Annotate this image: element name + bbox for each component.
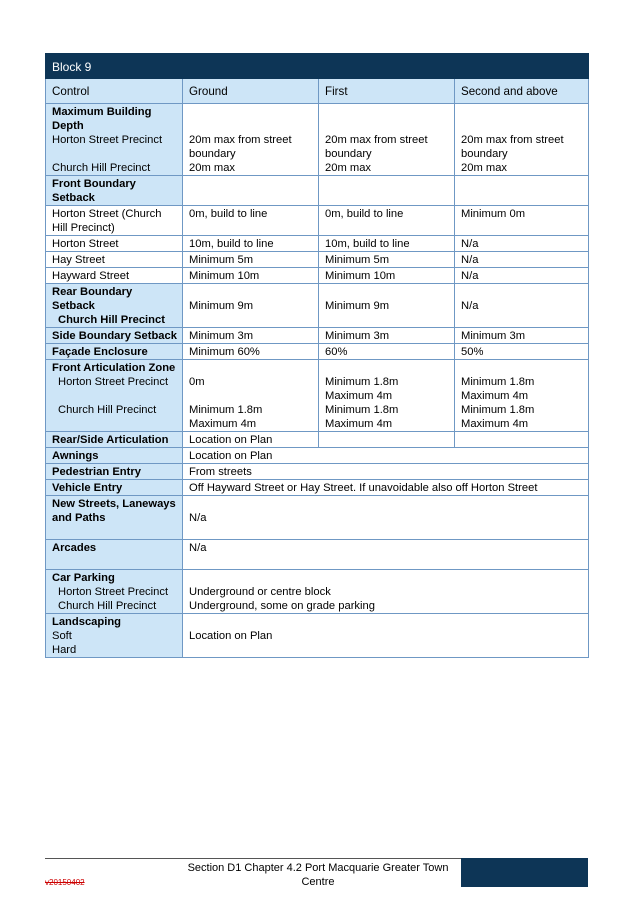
table-row	[46, 614, 589, 658]
control-cell: Hayward Street	[46, 268, 183, 284]
row-title: Rear/Side Articulation	[46, 432, 183, 448]
sub-label: Horton Street Precinct	[58, 376, 169, 388]
value-text: Underground, some on grade parking	[189, 600, 375, 612]
row-title: Landscaping	[52, 616, 121, 628]
row-title: Façade Enclosure	[46, 344, 183, 360]
row-title: Front Boundary Setback	[46, 176, 183, 206]
value-cell: N/a	[183, 540, 589, 570]
ground-cell: Minimum 3m	[183, 328, 319, 344]
control-cell: Horton Street (Church Hill Precinct)	[46, 206, 183, 236]
sub-label: Horton Street Precinct	[58, 586, 169, 598]
value-text: Minimum 1.8m	[461, 404, 535, 416]
ground-cell: 0m, build to line	[183, 206, 319, 236]
value-text: 20m max from street boundary	[325, 134, 428, 160]
ground-cell	[183, 284, 319, 328]
second-cell	[455, 284, 589, 328]
value-cell: From streets	[183, 464, 589, 480]
value-text: Minimum 9m	[325, 300, 390, 312]
second-cell: N/a	[455, 252, 589, 268]
header-control: Control	[46, 79, 183, 104]
second-cell: N/a	[455, 268, 589, 284]
ground-cell: Minimum 5m	[183, 252, 319, 268]
column-header-row	[46, 79, 589, 104]
table-row	[46, 206, 589, 236]
ground-cell	[183, 104, 319, 176]
sub-label: Church Hill Precinct	[58, 600, 157, 612]
row-title: Vehicle Entry	[46, 480, 183, 496]
table-row	[46, 344, 589, 360]
value-text: 0m	[189, 376, 205, 388]
control-cell: Hay Street	[46, 252, 183, 268]
block-title: Block 9	[46, 54, 589, 79]
row-title: Pedestrian Entry	[46, 464, 183, 480]
value-text: 20m max from street boundary	[189, 134, 292, 160]
header-second: Second and above	[455, 79, 589, 104]
control-cell	[46, 104, 183, 176]
value-text: Minimum 9m	[189, 300, 254, 312]
table-row	[46, 480, 589, 496]
second-cell: 50%	[455, 344, 589, 360]
control-cell	[46, 496, 183, 540]
value-text: Minimum 1.8m	[325, 404, 399, 416]
first-cell: Minimum 10m	[319, 268, 455, 284]
table-row	[46, 176, 589, 206]
footer-title: Section D1 Chapter 4.2 Port Macquarie Greater Town Centre	[187, 862, 449, 888]
second-cell: Minimum 3m	[455, 328, 589, 344]
row-title: New Streets, Laneways and Paths	[52, 498, 176, 524]
table-row	[46, 464, 589, 480]
footer-navy-block	[461, 858, 588, 887]
sub-label: Soft	[52, 630, 72, 642]
value-text: Maximum 4m	[325, 390, 393, 402]
table-row	[46, 268, 589, 284]
sub-label: Church Hill Precinct	[58, 314, 165, 326]
value-text: Minimum 1.8m	[189, 404, 263, 416]
value-text: Minimum 1.8m	[325, 376, 399, 388]
row-title: Front Articulation Zone	[52, 362, 176, 374]
value-cell	[183, 570, 589, 614]
table-row	[46, 328, 589, 344]
table-row	[46, 432, 589, 448]
table-row	[46, 360, 589, 432]
first-cell: 0m, build to line	[319, 206, 455, 236]
table-row	[46, 540, 589, 570]
value-text: Maximum 4m	[461, 418, 529, 430]
first-cell: 10m, build to line	[319, 236, 455, 252]
sub-label: Church Hill Precinct	[52, 162, 151, 174]
ground-cell: Minimum 10m	[183, 268, 319, 284]
row-title: Arcades	[52, 542, 97, 554]
table-row	[46, 104, 589, 176]
value-text: 20m max	[325, 162, 372, 174]
value-cell	[183, 496, 589, 540]
row-title: Maximum Building Depth	[52, 106, 152, 132]
ground-cell: 10m, build to line	[183, 236, 319, 252]
header-ground: Ground	[183, 79, 319, 104]
sub-label: Church Hill Precinct	[58, 404, 157, 416]
value-text: Maximum 4m	[325, 418, 393, 430]
block-9-controls-table	[45, 53, 589, 658]
first-cell: Minimum 3m	[319, 328, 455, 344]
value-text: 20m max	[189, 162, 236, 174]
header-first: First	[319, 79, 455, 104]
value-text: Maximum 4m	[189, 418, 257, 430]
table-row	[46, 570, 589, 614]
control-cell	[46, 614, 183, 658]
table-row	[46, 448, 589, 464]
second-cell: N/a	[455, 236, 589, 252]
first-cell	[319, 284, 455, 328]
table-row	[46, 252, 589, 268]
control-cell	[46, 284, 183, 328]
control-cell: Horton Street	[46, 236, 183, 252]
ground-cell	[183, 360, 319, 432]
value-text: Maximum 4m	[461, 390, 529, 402]
row-title: Rear Boundary Setback	[52, 286, 133, 312]
second-cell	[455, 104, 589, 176]
first-cell: Minimum 5m	[319, 252, 455, 268]
control-cell	[46, 570, 183, 614]
value-text: Location on Plan	[189, 630, 273, 642]
value-text: N/a	[189, 512, 207, 524]
footer-divider	[45, 858, 461, 859]
control-cell	[46, 540, 183, 570]
table-row	[46, 284, 589, 328]
value-cell	[183, 614, 589, 658]
value-text: N/a	[461, 300, 479, 312]
first-cell	[319, 104, 455, 176]
second-cell: Minimum 0m	[455, 206, 589, 236]
table-row	[46, 496, 589, 540]
ground-cell: Location on Plan	[183, 432, 319, 448]
value-text: 20m max	[461, 162, 508, 174]
value-cell: Off Hayward Street or Hay Street. If unavoidable also off Horton Street	[183, 480, 589, 496]
first-cell	[319, 360, 455, 432]
row-title: Car Parking	[52, 572, 115, 584]
sub-label: Hard	[52, 644, 77, 656]
value-text: Underground or centre block	[189, 586, 331, 598]
first-cell: 60%	[319, 344, 455, 360]
second-cell	[455, 360, 589, 432]
value-text: 20m max from street boundary	[461, 134, 564, 160]
footer-version: v20150402	[45, 878, 85, 887]
ground-cell: Minimum 60%	[183, 344, 319, 360]
table-row	[46, 236, 589, 252]
control-cell	[46, 360, 183, 432]
sub-label: Horton Street Precinct	[52, 134, 163, 146]
value-cell: Location on Plan	[183, 448, 589, 464]
value-text: Minimum 1.8m	[461, 376, 535, 388]
row-title: Awnings	[46, 448, 183, 464]
block-title-row	[46, 54, 589, 79]
row-title: Side Boundary Setback	[46, 328, 183, 344]
